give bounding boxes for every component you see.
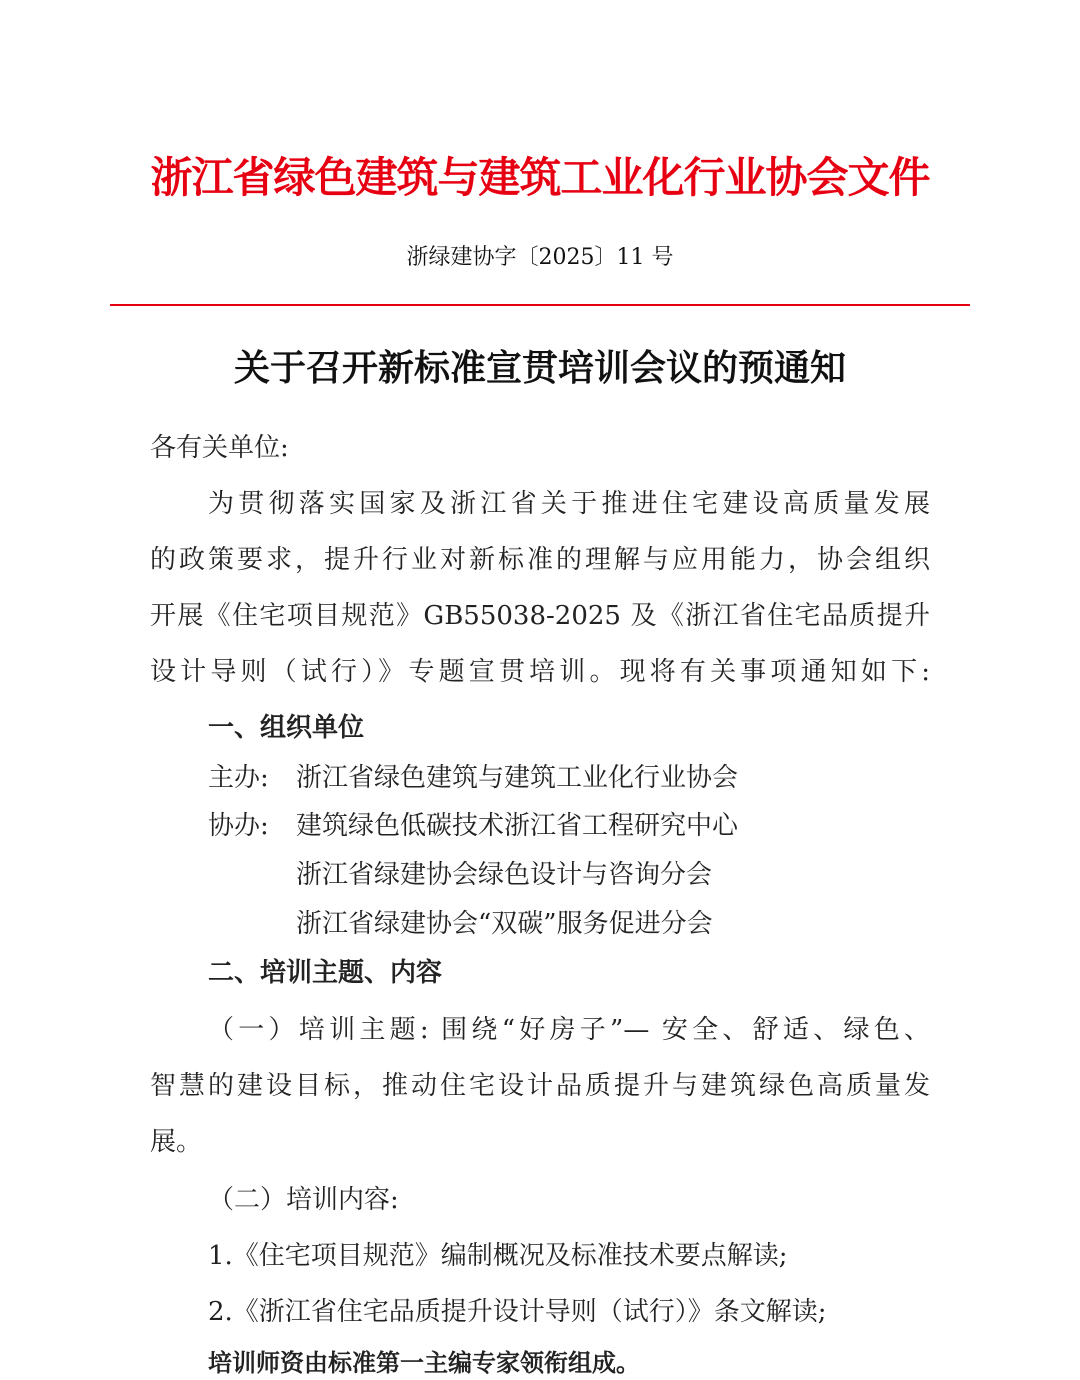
cohost-3: 浙江省绿建协会“双碳”服务促进分会 <box>296 909 713 939</box>
cohost-2: 浙江省绿建协会绿色设计与咨询分会 <box>296 860 713 890</box>
content-item-2: 2.《浙江省住宅品质提升设计导则（试行）》条文解读; <box>208 1297 827 1327</box>
notice-title: 关于召开新标准宣贯培训会议的预通知 <box>233 347 846 389</box>
doc-number: 浙绿建协字〔2025〕11 号 <box>406 245 674 270</box>
section1-heading: 一、组织单位 <box>208 713 365 743</box>
theme-line-3: 展。 <box>150 1127 203 1157</box>
theme-line-2: 智慧的建设目标，推动住宅设计品质提升与建筑绿色高质量发 <box>150 1071 930 1101</box>
header-divider <box>110 304 970 306</box>
intro-line-2: 的政策要求，提升行业对新标准的理解与应用能力，协会组织 <box>150 545 930 575</box>
intro-line-3: 开展《住宅项目规范》GB55038-2025 及《浙江省住宅品质提升 <box>150 601 930 631</box>
host-label: 主办: <box>208 763 269 793</box>
host-name: 浙江省绿色建筑与建筑工业化行业协会 <box>296 763 739 793</box>
theme-line-1: （一）培训主题: 围绕“好房子”— 安全、舒适、绿色、 <box>208 1015 930 1045</box>
salutation: 各有关单位: <box>150 433 289 463</box>
header-title: 浙江省绿色建筑与建筑工业化行业协会文件 <box>150 153 930 202</box>
cohost-label: 协办: <box>208 811 269 841</box>
cohost-1: 建筑绿色低碳技术浙江省工程研究中心 <box>296 811 739 841</box>
intro-line-4: 设计导则（试行）》专题宣贯培训。现将有关事项通知如下: <box>150 657 930 687</box>
content-item-1: 1.《住宅项目规范》编制概况及标准技术要点解读; <box>208 1241 788 1271</box>
faculty-note: 培训师资由标准第一主编专家领衔组成。 <box>208 1348 640 1377</box>
intro-line-1: 为贯彻落实国家及浙江省关于推进住宅建设高质量发展 <box>208 489 930 519</box>
content-label: （二）培训内容: <box>208 1185 399 1215</box>
section2-heading: 二、培训主题、内容 <box>208 958 443 988</box>
